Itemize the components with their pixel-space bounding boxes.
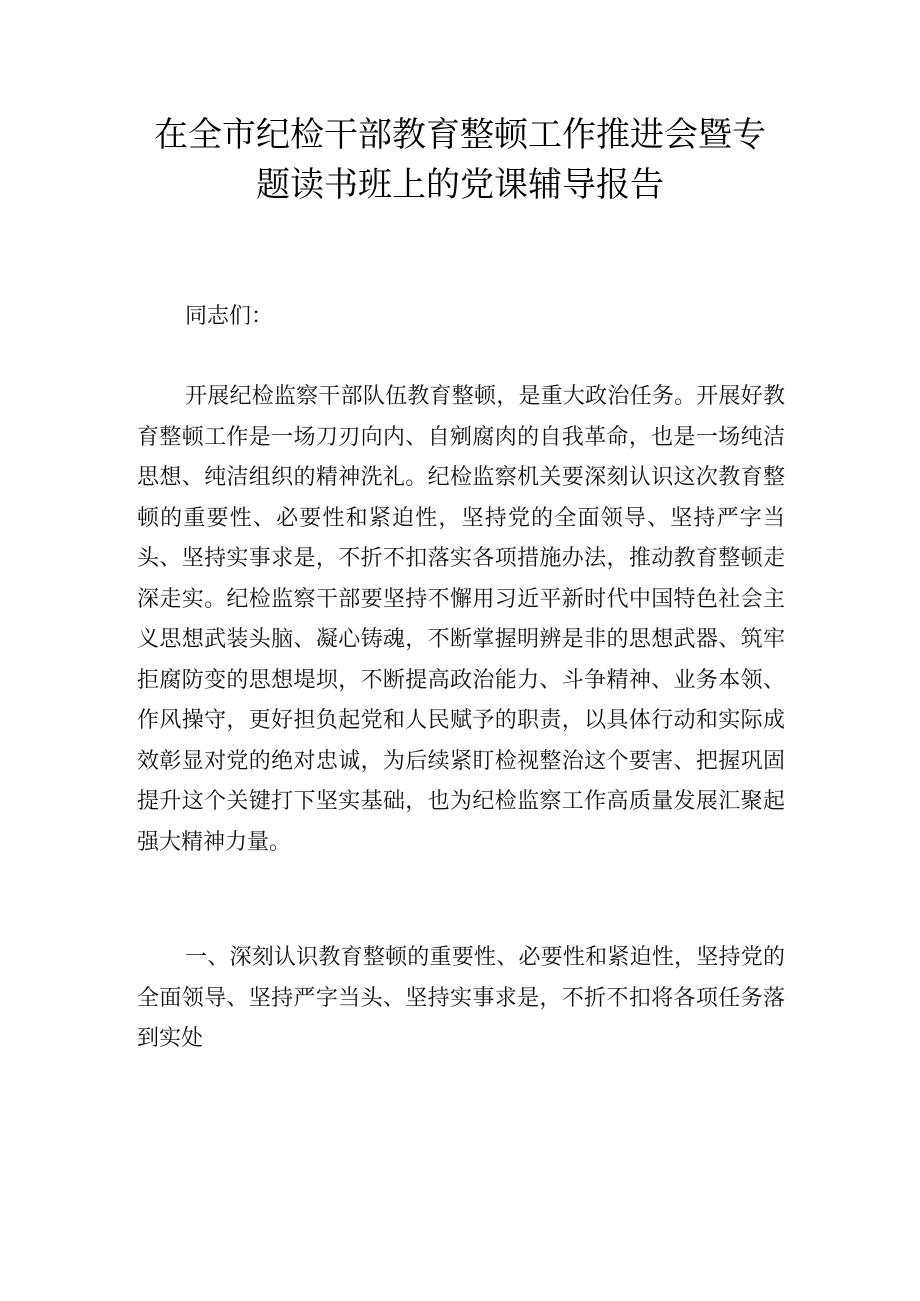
section-heading: 一、深刻认识教育整顿的重要性、必要性和紧迫性，坚持党的全面领导、坚持严字当头、坚持实事求是，不折不扣将各项任务落到实处: [137, 945, 785, 1051]
title-line-1: 在全市纪检干部教育整顿工作推进会暨专: [154, 115, 766, 155]
salutation: 同志们：: [185, 304, 274, 329]
title-line-2: 题读书班上的党课辅导报告: [256, 165, 664, 205]
document-title: [120, 110, 800, 210]
body-paragraph: 开展纪检监察干部队伍教育整顿，是重大政治任务。开展好教育整顿工作是一场刀刃向内、自剜腐肉的自我革命，也是一场纯洁思想、纯洁组织的精神洗礼。纪检监察机关要深刻认识这次教育整顿的重要性、必要性和紧迫性，坚持党的全面领导、坚持严字当头、坚持实事求是，不折不扣落实各项措施办法，推动教育整顿走深走实。纪检监察干部要坚持不懈用习近平新时代中国特色社会主义思想武装头脑、凝心铸魂，不断掌握明辨是非的思想武器、筑牢拒腐防变的思想堤坝，不断提高政治能力、斗争精神、业务本领、作风操守，更好担负起党和人民赋予的职责，以具体行动和实际成效彰显对党的绝对忠诚，为后续紧盯检视整治这个要害、把握巩固提升这个关键打下坚实基础，也为纪检监察工作高质量发展汇聚起强大精神力量。: [137, 384, 785, 855]
